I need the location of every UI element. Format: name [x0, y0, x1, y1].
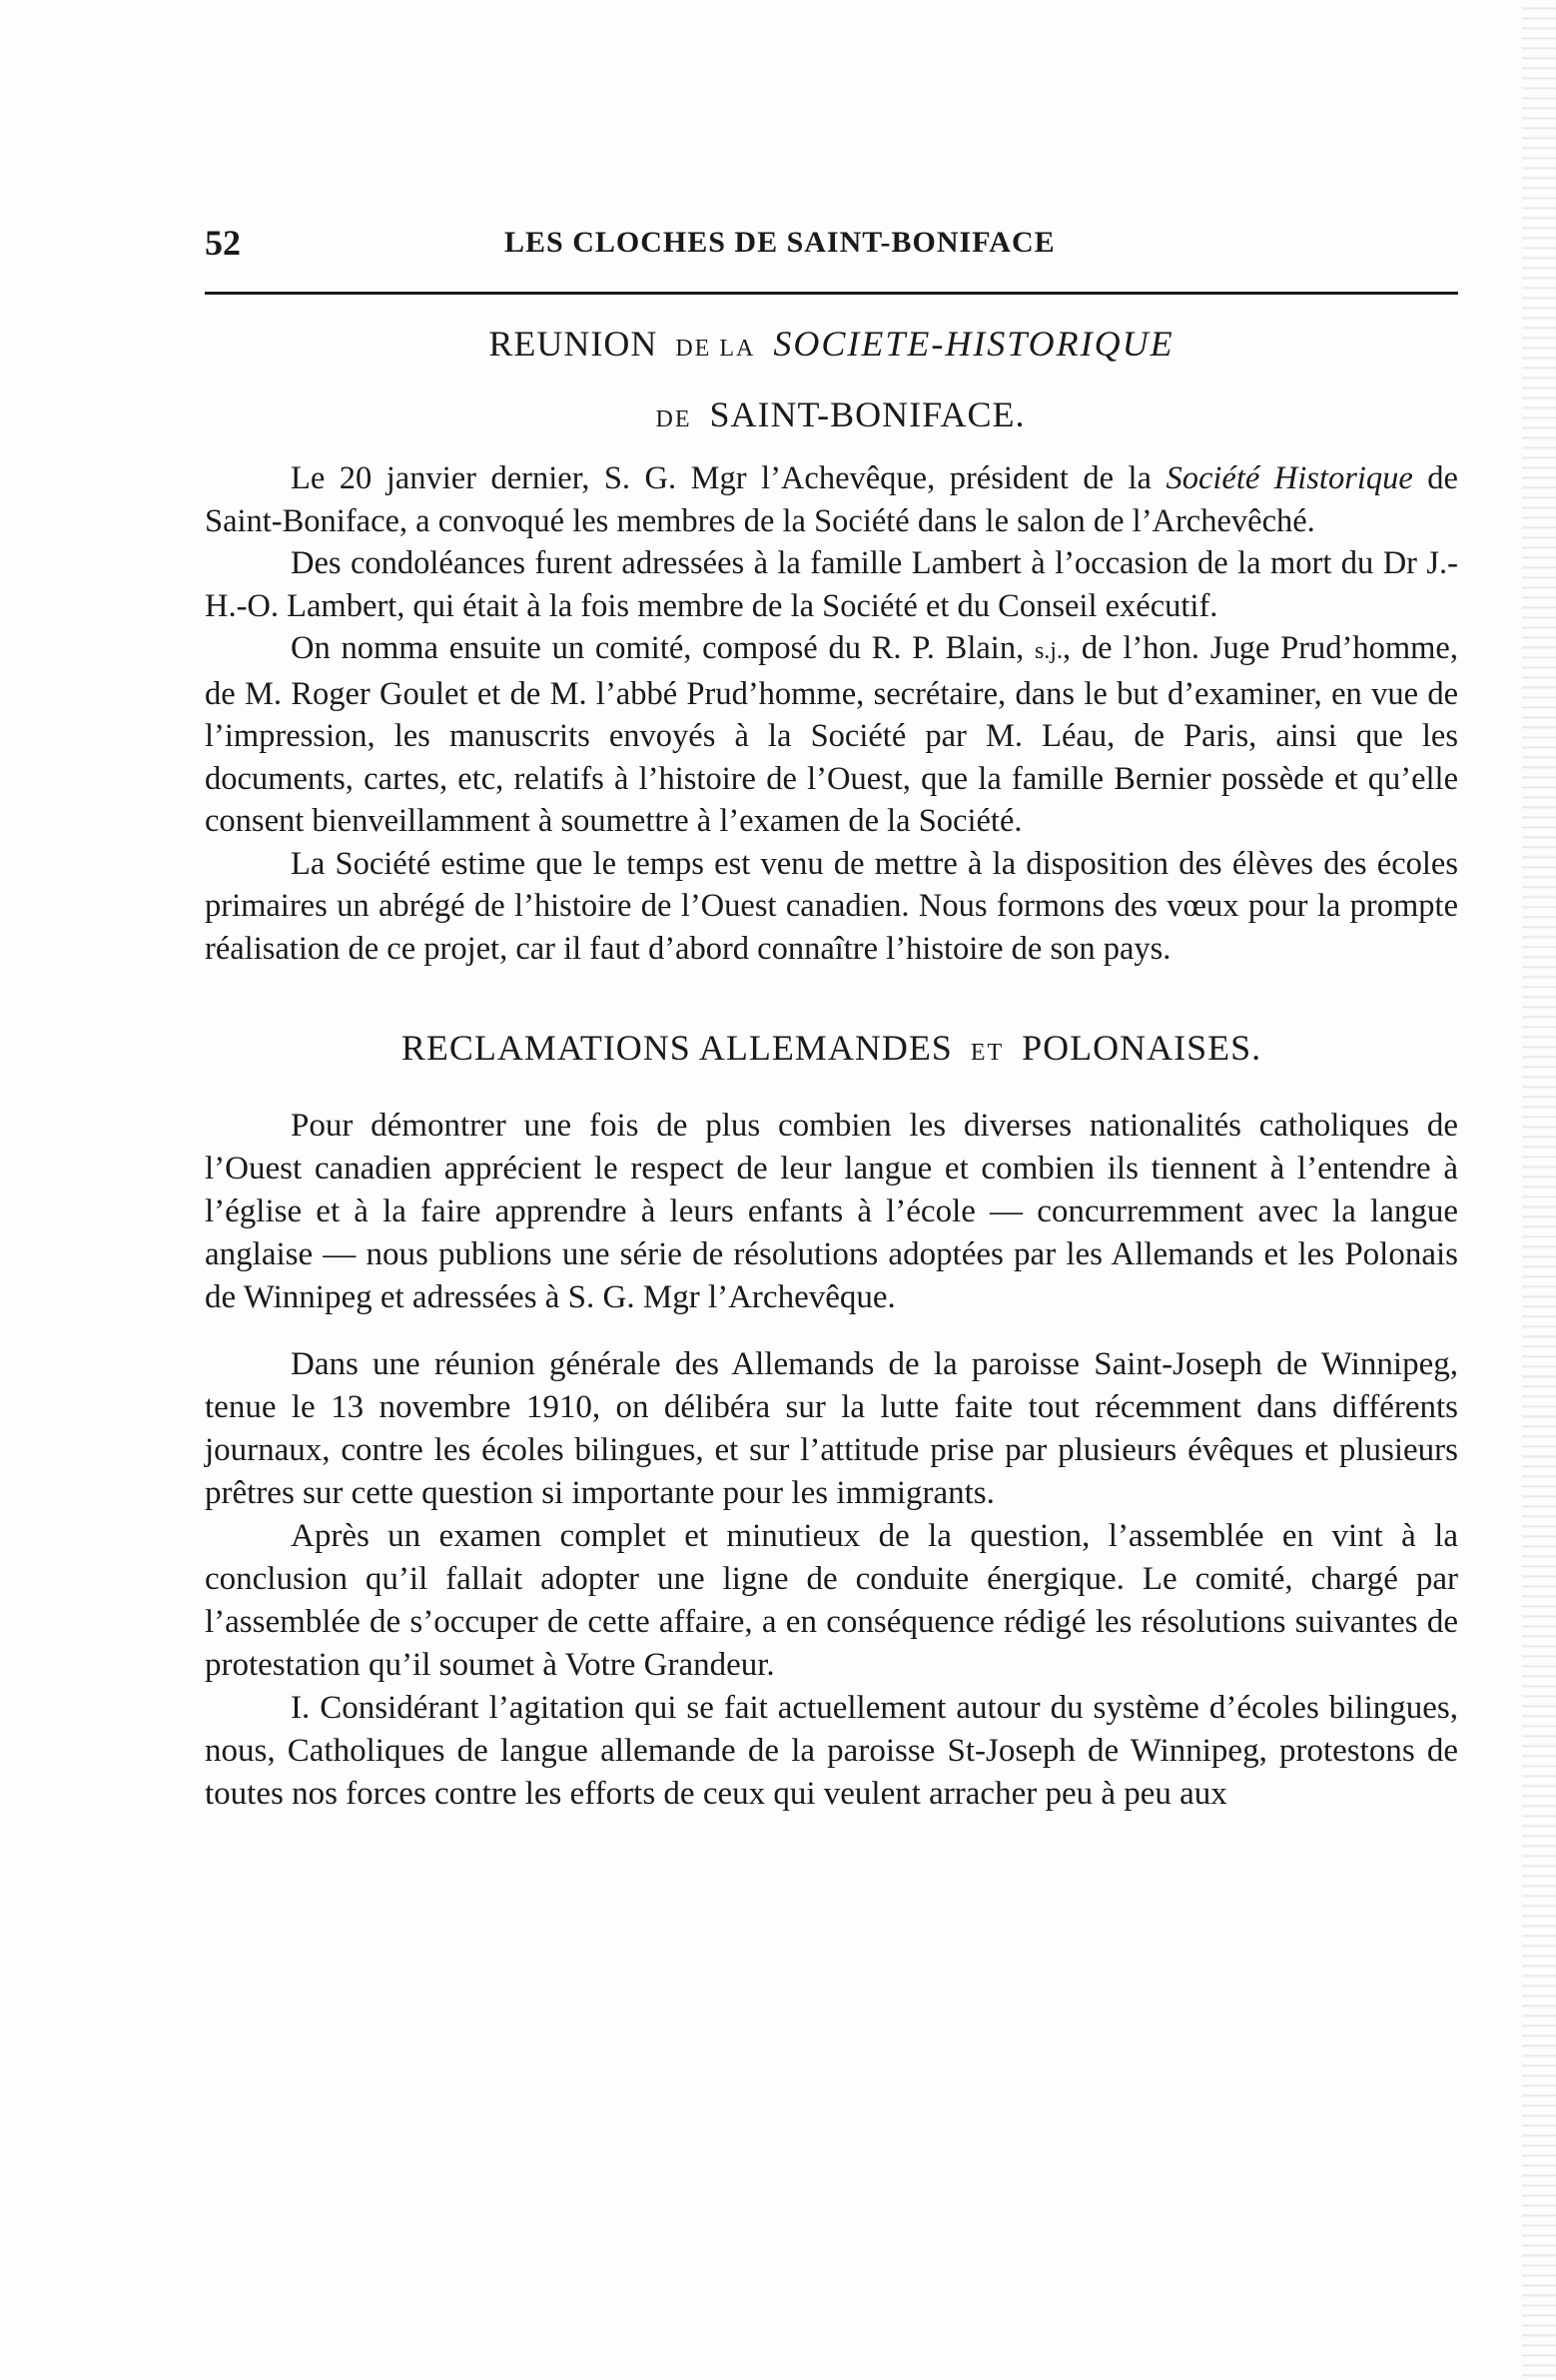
- paragraph: [205, 627, 1458, 843]
- paragraph-text: , de l’hon. Juge Prud’homme, de M. Roger Goulet et de M. l’abbé Prud’homme, secrétaire, dans le but d’examiner, en vue de l’impression, les manuscrits envoyés à la Société par M. Léau, de Paris, ainsi que les documents, cartes, etc, relatifs à l’histoire de l’Ouest, que la famille Bernier possède et qu’elle consent bienveillamment à soumettre à l’examen de la Société.: [205, 630, 1458, 839]
- heading-small-caps-et: ET: [970, 1040, 1005, 1066]
- section-heading-reunion-line2: [205, 385, 1458, 449]
- paragraph: Dans une réunion générale des Allemands de la paroisse Saint-Joseph de Winnipeg, tenue le 13 novembre 1910, on délibéra sur la lutte faite tout récemment dans différents journaux, contre les écoles bilingues, et sur l’attitude prise par plusieurs évêques et plusieurs prêtres sur cette question si importante pour les immigrants.: [205, 1346, 1458, 1511]
- heading-word-polonaises: POLONAISES.: [1022, 1028, 1262, 1068]
- page-number: 52: [205, 223, 241, 263]
- paragraph-italic-text: Société Historique: [1166, 460, 1413, 496]
- paragraph-small-caps-text: s.j.: [1034, 638, 1063, 664]
- section-heading-reunion: [205, 308, 1458, 385]
- paragraph-text: de Saint-Boniface, a convoqué les membres de la Société dans le salon de l’Archevêché.: [205, 460, 1458, 539]
- paragraph: I. Considérant l’agitation qui se fait actuellement autour du système d’écoles bilingues, nous, Catholiques de langue allemande de la paroisse St-Joseph de Winnipeg, protestons de toutes nos forces contre les efforts de ceux qui veulent arracher peu à peu aux: [205, 1690, 1458, 1812]
- page-body: [205, 308, 1458, 1816]
- section-reunion: [205, 308, 1458, 970]
- paragraph: La Société estime que le temps est venu de mettre à la disposition des élèves des écoles primaires un abrégé de l’histoire de l’Ouest canadien. Nous formons des vœux pour la prompte réalisation de ce projet, car il faut d’abord connaître l’histoire de son pays.: [205, 845, 1458, 967]
- paragraph: Des condoléances furent adressées à la famille Lambert à l’occasion de la mort du Dr J.-H.-O. Lambert, qui était à la fois membre de la Société et du Conseil exécutif.: [205, 545, 1458, 624]
- paragraph: Pour démontrer une fois de plus combien les diverses nationalités catholiques de l’Ouest canadien apprécient le respect de leur langue et combien ils tiennent à l’entendre à l’église et à la faire apprendre à leurs enfants à l’école — concurremment avec la langue anglaise — nous publions une série de résolutions adoptées par les Allemands et les Polonais de Winnipeg et adressées à S. G. Mgr l’Archevêque.: [205, 1108, 1458, 1315]
- heading-words-reclamations: RECLAMATIONS ALLEMANDES: [400, 1028, 953, 1068]
- section-reclamations: [205, 1022, 1458, 1816]
- heading-small-caps-de: DE: [655, 406, 692, 432]
- running-head: [205, 222, 1458, 272]
- section-heading-reclamations: [205, 1022, 1458, 1079]
- paragraph: [205, 457, 1458, 542]
- page-edge-shadow: [1522, 0, 1556, 2380]
- heading-word-reunion: REUNION: [488, 324, 658, 364]
- paragraph-text: Le 20 janvier dernier, S. G. Mgr l’Achevêque, président de la: [291, 460, 1167, 496]
- paragraph-text: On nomma ensuite un comité, composé du R. P. Blain,: [291, 630, 1035, 666]
- paragraph: Après un examen complet et minutieux de la question, l’assemblée en vint à la conclusion qu’il fallait adopter une ligne de conduite énergique. Le comité, chargé par l’assemblée de s’occuper de cette affaire, a en conséquence rédigé les résolutions suivantes de protestation qu’il soumet à Votre Grandeur.: [205, 1518, 1458, 1683]
- running-title: LES CLOCHES DE SAINT-BONIFACE: [504, 226, 1056, 259]
- header-rule: [205, 292, 1458, 295]
- heading-small-caps-de-la: DE LA: [675, 336, 756, 362]
- heading-word-saint-boniface: SAINT-BONIFACE.: [709, 395, 1026, 434]
- heading-italic-societe: SOCIETE-HISTORIQUE: [773, 324, 1174, 364]
